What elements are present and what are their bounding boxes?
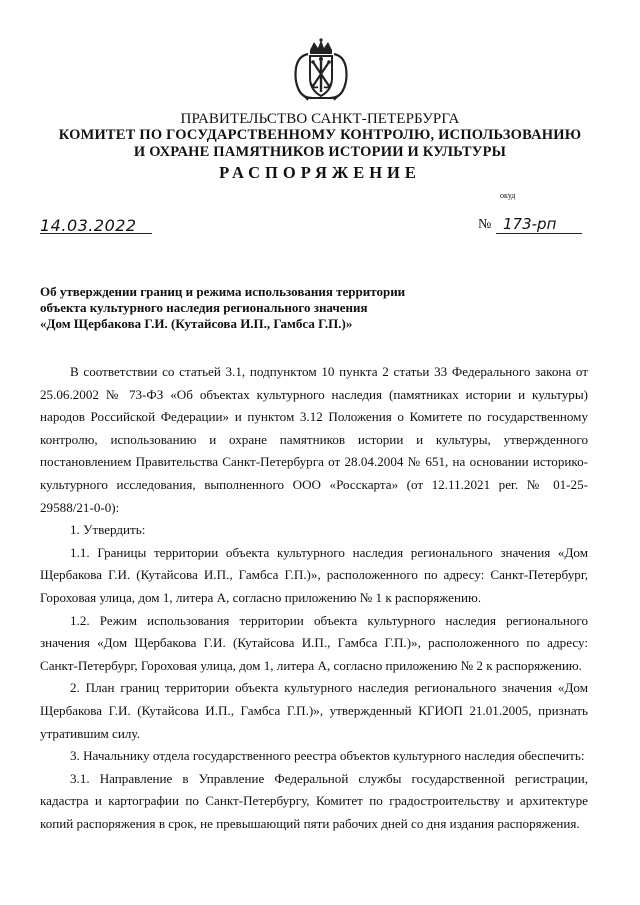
committee-title-line-2: И ОХРАНЕ ПАМЯТНИКОВ ИСТОРИИ И КУЛЬТУРЫ [133, 144, 507, 160]
item-1-2: 1.2. Режим использования территории объекта культурного наследия регионального значения «Дом Щербакова Г.И. (Кутайсова И.П., Гамбса Г.П.)», расположенного по адресу: Санкт-Петербург, Гороховая улица, дом 1, литера А, согласно приложению № 2 к распоряжению. [40, 612, 588, 673]
document-number [478, 217, 582, 237]
subject-line-3: «Дом Щербакова Г.И. (Кутайсова И.П., Гамбса Г.П.)» [40, 316, 353, 331]
government-title: ПРАВИТЕЛЬСТВО САНКТ-ПЕТЕРБУРГА [180, 111, 460, 127]
number-underline [496, 233, 582, 234]
item-3-1: 3.1. Направление в Управление Федеральной службы государственной регистрации, кадастра и картографии по Санкт-Петербургу, Комитет по градостроительству и архитектуре копий распоряжения в срок, не превышающий пяти рабочих дней со дня издания распоряжения. [40, 770, 588, 831]
subject-line-2: объекта культурного наследия регионального значения [40, 300, 368, 315]
item-2: 2. План границ территории объекта культурного наследия регионального значения «Дом Щербакова Г.И. (Кутайсова И.П., Гамбса Г.П.)», утвержденный КГИОП 21.01.2005, признать утратившим силу. [40, 680, 588, 741]
committee-title-line-1: КОМИТЕТ ПО ГОСУДАРСТВЕННОМУ КОНТРОЛЮ, ИСПОЛЬЗОВАНИЮ [58, 127, 582, 143]
item-1-1: 1.1. Границы территории объекта культурного наследия регионального значения «Дом Щербакова Г.И. (Кутайсова И.П., Гамбса Г.П.)», расположенного по адресу: Санкт-Петербург, Гороховая улица, дом 1, литера А, согласно приложению № 1 к распоряжению. [40, 544, 588, 605]
handwritten-date [40, 216, 152, 235]
subject-line-1: Об утверждении границ и режима использования территории [40, 284, 406, 299]
number-label: № [478, 217, 492, 232]
item-1: 1. Утвердить: [70, 522, 146, 538]
date-value: 14.03.2022 [40, 216, 137, 235]
item-3: 3. Начальнику отдела государственного реестра объектов культурного наследия обеспечить: [70, 748, 585, 764]
document-body [40, 361, 588, 835]
preamble-paragraph: В соответствии со статьей 3.1, подпунктом 10 пункта 2 статьи 33 Федерального закона от 25.06.2002 № 73-ФЗ «Об объектах культурного наследия (памятниках истории и культуры) народов Российской Федерации» и пунктом 3.12 Положения о Комитете по государственному контролю, использованию и охране памятников истории и культуры, утвержденного постановлением Правительства Санкт-Петербурга от 28.04.2004 № 651, на основании историко-культурного исследования, выполненного ООО «Росскарта» (от 12.11.2021 рег. № 01-25-29588/21-0-0): [40, 364, 588, 515]
number-value: 173-рп [503, 215, 557, 233]
document-type: РАСПОРЯЖЕНИЕ [219, 163, 421, 182]
coat-of-arms-icon [288, 38, 354, 102]
document-subject [40, 284, 440, 332]
committee-title [0, 127, 640, 161]
okud-label: окуд [500, 191, 516, 200]
date-underline [40, 233, 152, 234]
